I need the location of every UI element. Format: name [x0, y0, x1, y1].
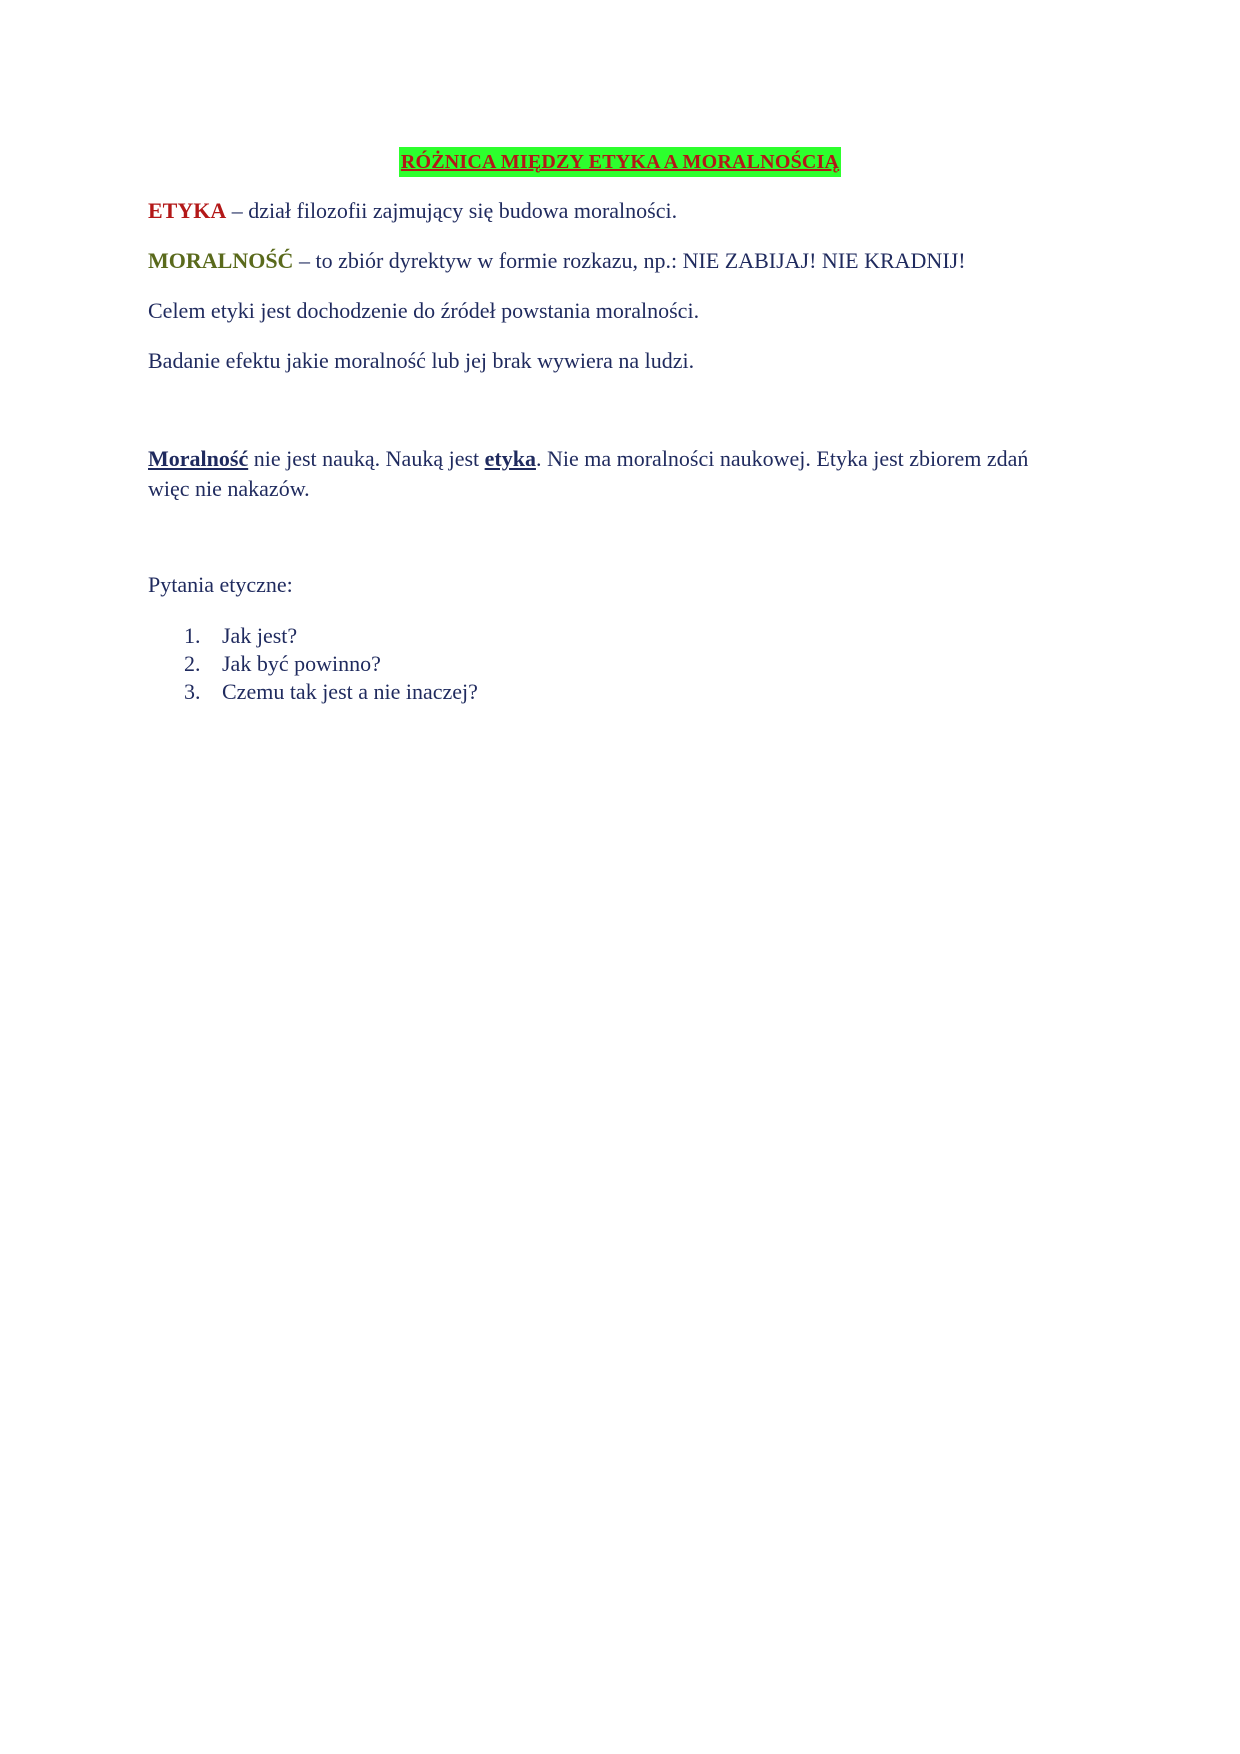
definition-moralnosc-text: – to zbiór dyrektyw w formie rozkazu, np.: NIE ZABIJAJ! NIE KRADNIJ!: [293, 248, 966, 273]
sentence-badanie: Badanie efektu jakie moralność lub jej brak wywiera na ludzi.: [148, 348, 695, 373]
definition-etyka-text: – dział filozofii zajmujący się budowa moralności.: [226, 198, 678, 223]
title-container: [0, 147, 1240, 177]
list-item-number: 3.: [184, 679, 201, 704]
sentence-celem-etyki: Celem etyki jest dochodzenie do źródeł powstania moralności.: [148, 298, 700, 323]
term-moralnosc: MORALNOŚĆ: [148, 248, 294, 273]
paragraph-part1: nie jest nauką. Nauką jest: [248, 446, 485, 471]
definition-moralnosc: [148, 246, 966, 276]
document-title: RÓŻNICA MIĘDZY ETYKA A MORALNOŚCIĄ: [399, 147, 841, 177]
list-item-text: Jak być powinno?: [222, 651, 381, 676]
list-item-text: Czemu tak jest a nie inaczej?: [222, 679, 478, 704]
term-moralnosc-underlined: Moralność: [148, 446, 249, 471]
list-item-number: 2.: [184, 651, 201, 676]
list-item: [148, 650, 478, 678]
questions-list: [148, 622, 478, 706]
term-etyka: ETYKA: [148, 198, 227, 223]
definition-etyka: [148, 196, 677, 226]
term-etyka-underlined: etyka: [484, 446, 536, 471]
list-item-number: 1.: [184, 623, 201, 648]
paragraph-part2: . Nie ma moralności naukowej. Etyka jest zbiorem zdań więc nie nakazów.: [148, 446, 1029, 501]
list-item-text: Jak jest?: [222, 623, 298, 648]
list-item: [148, 678, 478, 706]
list-item: [148, 622, 478, 650]
questions-heading: Pytania etyczne:: [148, 572, 293, 597]
paragraph-moralnosc-nauka: [148, 444, 1048, 504]
